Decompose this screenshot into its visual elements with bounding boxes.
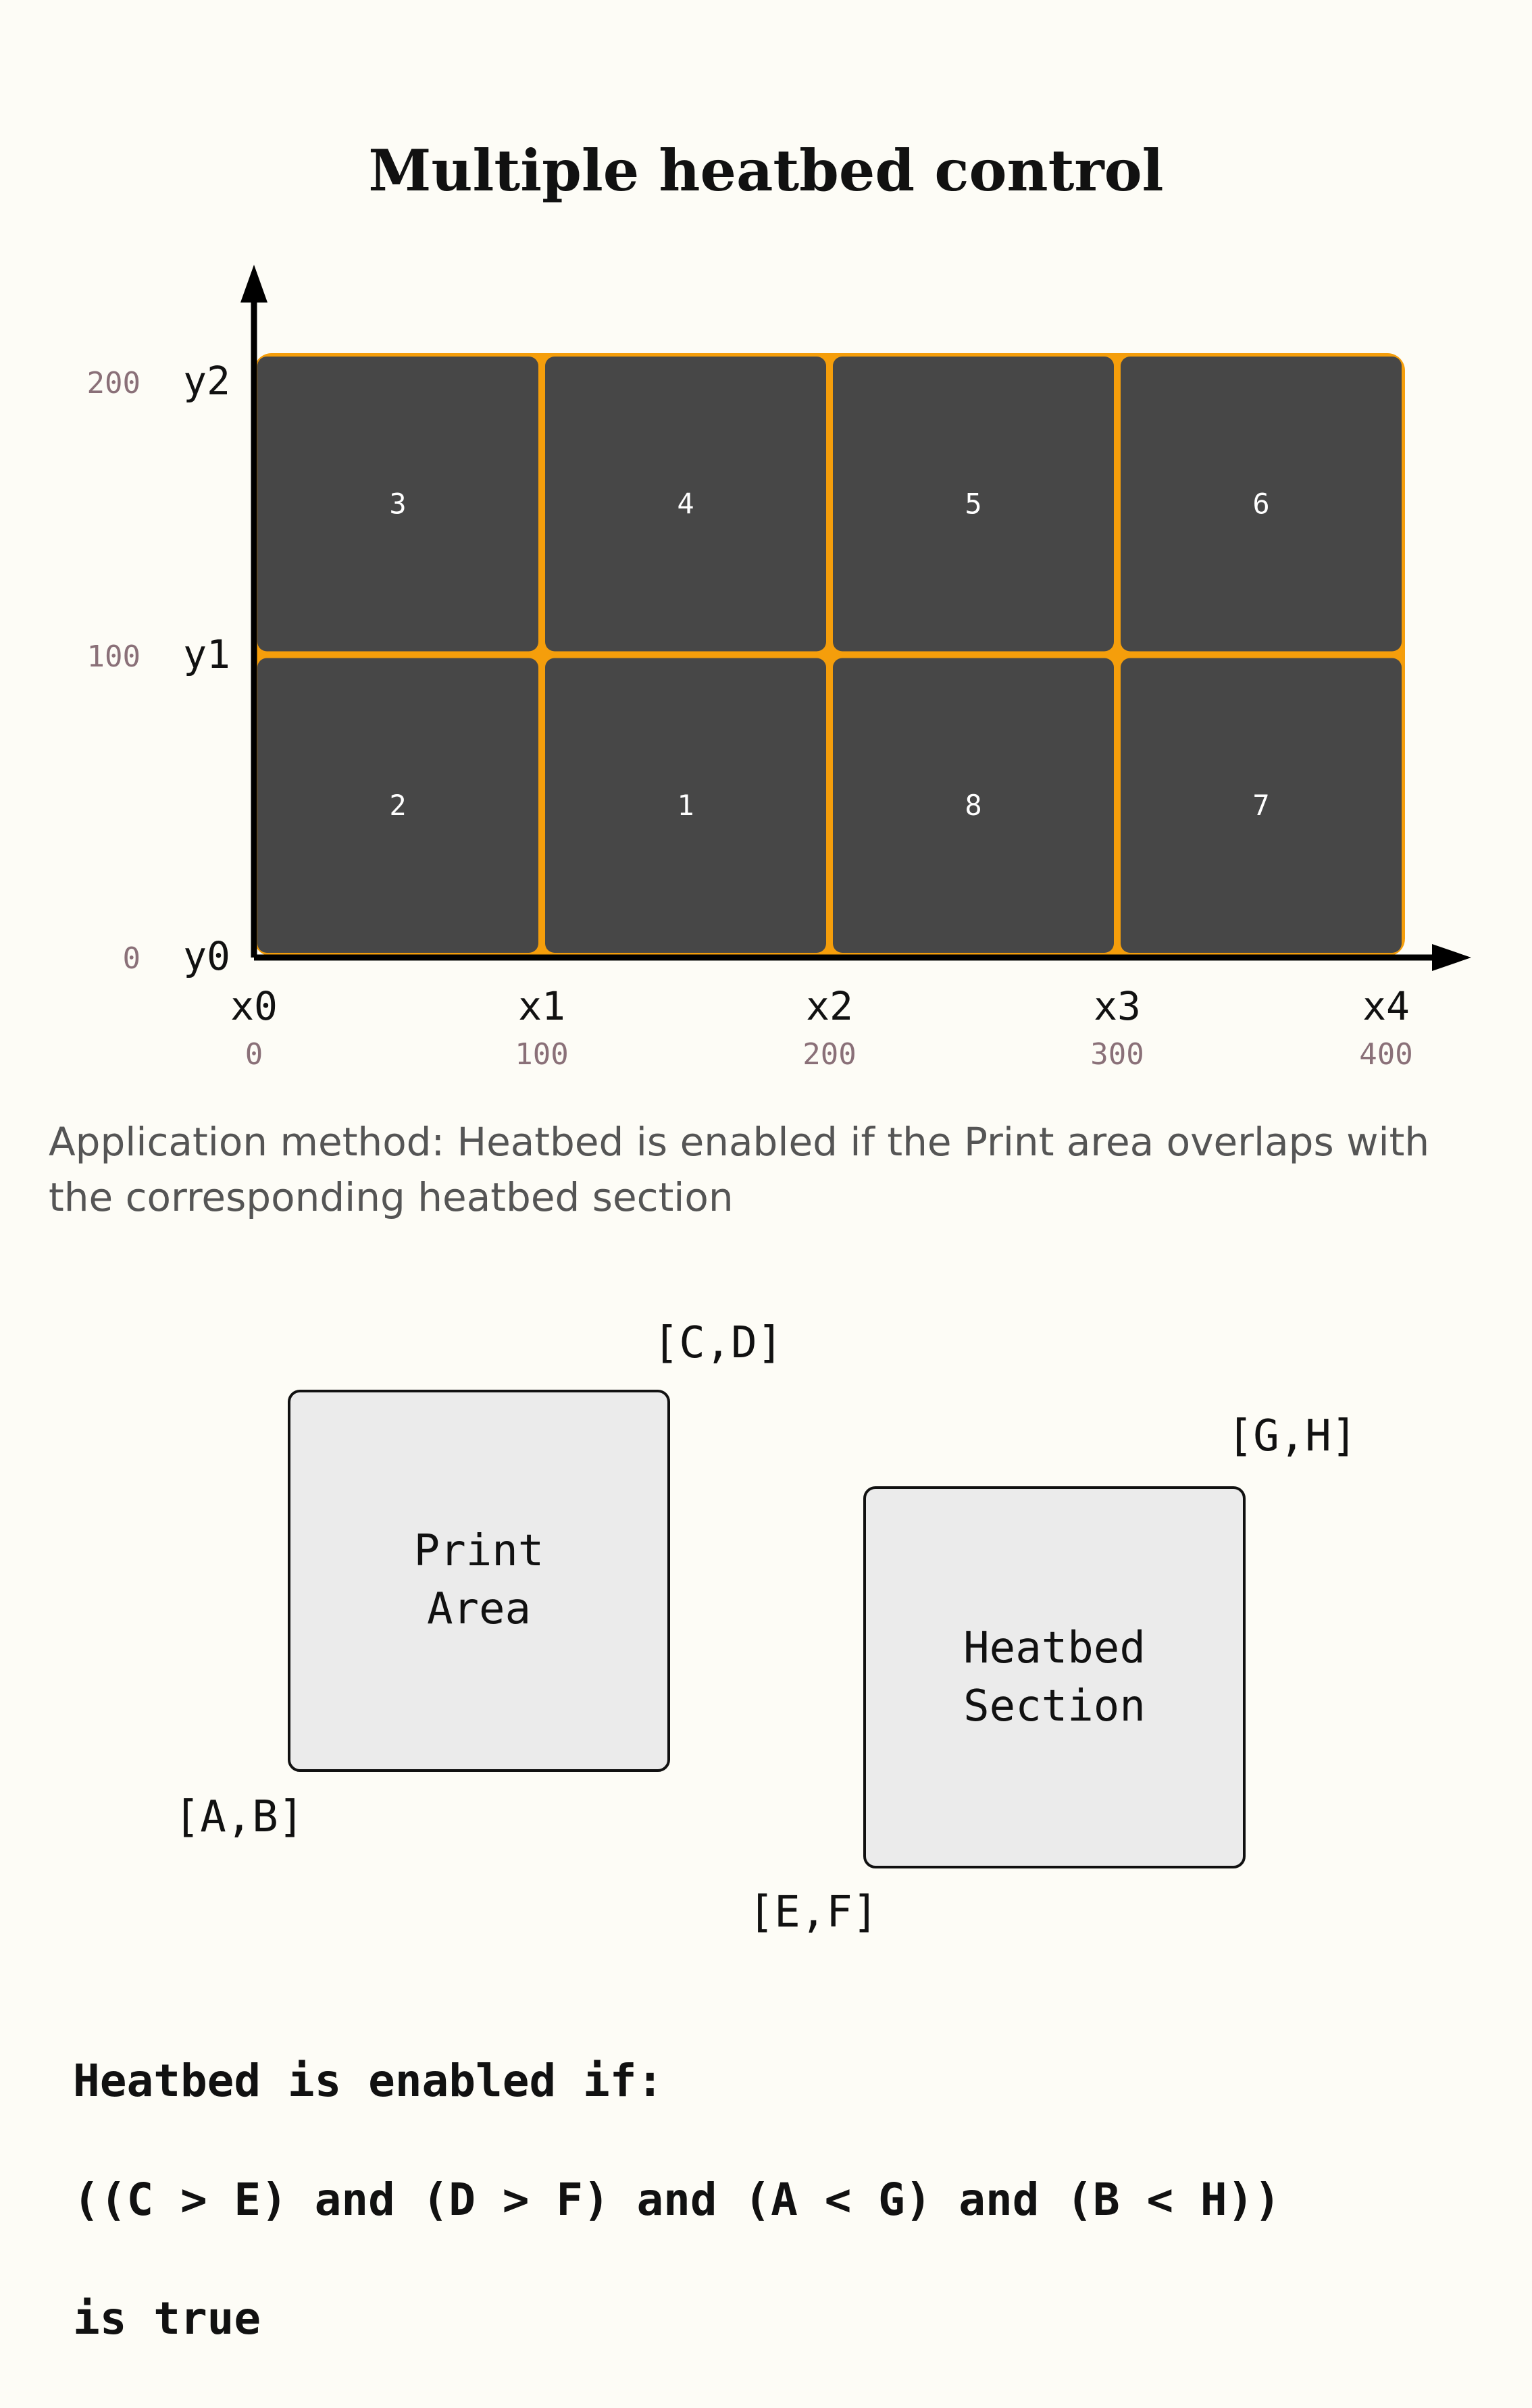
enable-condition — [73, 1992, 1491, 2408]
print-area-box — [289, 1391, 669, 1771]
heatbed-cell-number: 4 — [677, 487, 694, 521]
heatbed-section-rect — [865, 1488, 1244, 1867]
condition-line-1: Heatbed is enabled if: — [73, 2055, 664, 2107]
y-axis-value-label: 100 — [86, 639, 141, 674]
heatbed-section-label-line2: Section — [963, 1681, 1146, 1731]
print-area-rect — [289, 1391, 669, 1771]
x-axis-value-label: 300 — [1090, 1037, 1144, 1072]
x-axis-value-label: 400 — [1359, 1037, 1413, 1072]
y-axis-name-label: y2 — [183, 358, 230, 404]
print-area-label-line1: Print — [413, 1526, 544, 1576]
heatbed-section-top-right-label: [G,H] — [1227, 1411, 1358, 1461]
heatbed-cell-number: 1 — [677, 788, 694, 822]
y-axis-name-label: y1 — [183, 631, 230, 677]
y-axis-name-label: y0 — [183, 933, 230, 979]
heatbed-cell-number: 7 — [1252, 788, 1270, 822]
heatbed-section-bottom-left-label: [E,F] — [748, 1887, 879, 1937]
heatbed-cell-number: 5 — [965, 487, 982, 521]
heatbed-cell-number: 6 — [1252, 487, 1270, 521]
heatbed-cell-number: 2 — [389, 788, 407, 822]
print-area-bottom-left-label: [A,B] — [174, 1792, 305, 1842]
x-axis-value-label: 0 — [245, 1037, 263, 1072]
x-axis-name-label: x3 — [1094, 983, 1141, 1029]
print-area-label-line2: Area — [426, 1584, 532, 1634]
x-axis-value-label: 200 — [802, 1037, 857, 1072]
y-axis-labels — [87, 358, 230, 979]
condition-line-2: ((C > E) and (D > F) and (A < G) and (B < H)) — [73, 2174, 1281, 2226]
x-axis-name-label: x2 — [806, 983, 853, 1029]
condition-line-3: is true — [73, 2293, 261, 2345]
heatbed-section-label-line1: Heatbed — [963, 1623, 1146, 1673]
x-axis-name-label: x1 — [518, 983, 565, 1029]
heatbed-cell-number: 8 — [965, 788, 982, 822]
y-axis-arrow — [240, 265, 267, 303]
x-axis-value-label: 100 — [515, 1037, 569, 1072]
y-axis-value-label: 0 — [122, 941, 141, 976]
application-method-text: Application method: Heatbed is enabled if the Print area overlaps with the corresponding heatbed section — [49, 1119, 1430, 1220]
print-area-top-right-label: [C,D] — [653, 1318, 784, 1368]
x-axis-name-label: x0 — [230, 983, 278, 1029]
y-axis-value-label: 200 — [86, 366, 141, 400]
x-axis-name-label: x4 — [1362, 983, 1410, 1029]
heatbed-section-box — [865, 1488, 1244, 1867]
x-axis-arrow — [1432, 944, 1471, 971]
heatbed-cell-number: 3 — [389, 487, 407, 521]
x-axis-labels — [230, 983, 1413, 1072]
page-title: Multiple heatbed control — [368, 137, 1164, 204]
